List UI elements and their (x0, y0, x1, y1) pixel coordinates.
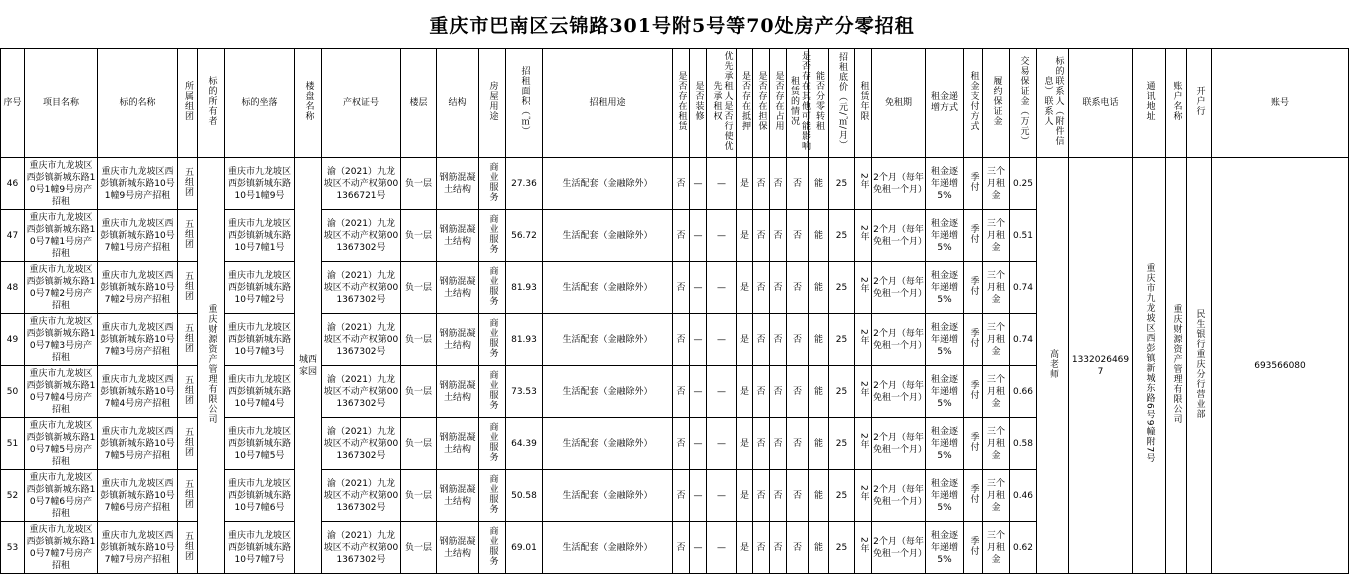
cell-free: 2个月（每年免租一个月） (872, 262, 926, 314)
cell-c4: 是 (737, 522, 753, 574)
cell-price: 25 (829, 366, 855, 418)
cell-c8: 能 (809, 158, 829, 210)
cell-c4: 是 (737, 418, 753, 470)
cell-location: 重庆市九龙坡区西彭镇新城东路10号7幢2号 (225, 262, 295, 314)
cell-c3: — (707, 522, 737, 574)
header-structure: 结构 (437, 49, 479, 158)
cell-c2: — (690, 210, 707, 262)
header-area: 招租面积（㎡） (506, 49, 543, 158)
header-c6: 是否存在占用 (770, 49, 787, 158)
cell-purpose: 生活配套（金融除外） (543, 418, 673, 470)
cell-area: 64.39 (506, 418, 543, 470)
cell-term: 2年 (855, 314, 872, 366)
cell-c6: 否 (770, 366, 787, 418)
cell-area: 73.53 (506, 366, 543, 418)
cell-usage: 商业服务 (479, 262, 506, 314)
rental-table (0, 48, 1349, 574)
cell-floor: 负一层 (401, 314, 437, 366)
cell-free: 2个月（每年免租一个月） (872, 210, 926, 262)
cell-group: 五组团 (178, 210, 198, 262)
cell-payment: 季付 (964, 366, 983, 418)
cell-subject: 重庆市九龙坡区西彭镇新城东路10号7幢4号房产招租 (98, 366, 178, 418)
header-contact-person: 标的联系人（附件信息）联系人 (1037, 49, 1069, 158)
cell-usage: 商业服务 (479, 522, 506, 574)
header-usage: 房屋用途 (479, 49, 506, 158)
header-account-no: 账号 (1212, 49, 1349, 158)
cell-c1: 否 (673, 470, 690, 522)
cell-location: 重庆市九龙坡区西彭镇新城东路10号7幢5号 (225, 418, 295, 470)
cell-usage: 商业服务 (479, 158, 506, 210)
cell-c7: 否 (787, 366, 809, 418)
cell-term: 2年 (855, 210, 872, 262)
cell-purpose: 生活配套（金融除外） (543, 314, 673, 366)
cell-deposit: 三个月租金 (983, 522, 1010, 574)
cell-term: 2年 (855, 262, 872, 314)
cell-price: 25 (829, 210, 855, 262)
cell-deposit: 三个月租金 (983, 418, 1010, 470)
cell-usage: 商业服务 (479, 366, 506, 418)
cell-project: 重庆市九龙坡区西彭镇新城东路10号7幢1号房产招租 (25, 210, 98, 262)
cell-payment: 季付 (964, 158, 983, 210)
cell-c7: 否 (787, 158, 809, 210)
cell-c2: — (690, 366, 707, 418)
cell-location: 重庆市九龙坡区西彭镇新城东路10号7幢3号 (225, 314, 295, 366)
cell-project: 重庆市九龙坡区西彭镇新城东路10号7幢3号房产招租 (25, 314, 98, 366)
cell-price: 25 (829, 470, 855, 522)
cell-c1: 否 (673, 366, 690, 418)
cell-seq: 47 (1, 210, 25, 262)
cell-c1: 否 (673, 522, 690, 574)
cell-c2: — (690, 262, 707, 314)
cell-c2: — (690, 314, 707, 366)
header-c5: 是否存在担保 (753, 49, 770, 158)
cell-c6: 否 (770, 210, 787, 262)
cell-price: 25 (829, 418, 855, 470)
cell-free: 2个月（每年免租一个月） (872, 522, 926, 574)
cell-c7: 否 (787, 418, 809, 470)
cell-cert: 渝（2021）九龙坡区不动产权第001367302号 (322, 366, 401, 418)
cell-subject: 重庆市九龙坡区西彭镇新城东路10号7幢1号房产招租 (98, 210, 178, 262)
cell-usage: 商业服务 (479, 210, 506, 262)
header-project: 项目名称 (25, 49, 98, 158)
cell-project: 重庆市九龙坡区西彭镇新城东路10号7幢6号房产招租 (25, 470, 98, 522)
cell-contact-person: 高老师 (1037, 158, 1069, 574)
cell-c4: 是 (737, 210, 753, 262)
cell-owner: 重庆财源资产管理有限公司 (198, 158, 225, 574)
cell-c4: 是 (737, 470, 753, 522)
cell-project: 重庆市九龙坡区西彭镇新城东路10号7幢4号房产招租 (25, 366, 98, 418)
cell-address: 重庆市九龙坡区西彭镇新城东路6号9幢附7号 (1133, 158, 1166, 574)
cell-bond: 0.58 (1010, 418, 1037, 470)
cell-subject: 重庆市九龙坡区西彭镇新城东路10号7幢6号房产招租 (98, 470, 178, 522)
cell-structure: 钢筋混凝土结构 (437, 522, 479, 574)
page-title: 重庆市巴南区云锦路301号附5号等70处房产分零招租 (429, 14, 915, 37)
cell-payment: 季付 (964, 210, 983, 262)
header-address: 通讯地址 (1133, 49, 1166, 158)
cell-c1: 否 (673, 210, 690, 262)
cell-increase: 租金逐年递增5% (926, 262, 964, 314)
cell-usage: 商业服务 (479, 470, 506, 522)
cell-price: 25 (829, 522, 855, 574)
cell-seq: 48 (1, 262, 25, 314)
cell-seq: 53 (1, 522, 25, 574)
header-term: 租赁年限 (855, 49, 872, 158)
table-body (1, 158, 1349, 574)
cell-deposit: 三个月租金 (983, 366, 1010, 418)
cell-structure: 钢筋混凝土结构 (437, 158, 479, 210)
cell-c4: 是 (737, 314, 753, 366)
cell-subject: 重庆市九龙坡区西彭镇新城东路10号7幢3号房产招租 (98, 314, 178, 366)
cell-area: 27.36 (506, 158, 543, 210)
cell-increase: 租金逐年递增5% (926, 158, 964, 210)
cell-group: 五组团 (178, 262, 198, 314)
cell-location: 重庆市九龙坡区西彭镇新城东路10号7幢6号 (225, 470, 295, 522)
cell-increase: 租金逐年递增5% (926, 210, 964, 262)
cell-bond: 0.46 (1010, 470, 1037, 522)
header-purpose: 招租用途 (543, 49, 673, 158)
cell-purpose: 生活配套（金融除外） (543, 158, 673, 210)
cell-floor: 负一层 (401, 158, 437, 210)
cell-c3: — (707, 366, 737, 418)
cell-increase: 租金逐年递增5% (926, 522, 964, 574)
cell-c5: 否 (753, 366, 770, 418)
header-bank: 开户行 (1187, 49, 1212, 158)
cell-account-no: 693566080 (1212, 158, 1349, 574)
cell-increase: 租金逐年递增5% (926, 418, 964, 470)
cell-group: 五组团 (178, 314, 198, 366)
cell-project: 重庆市九龙坡区西彭镇新城东路10号1幢9号房产招租 (25, 158, 98, 210)
cell-seq: 49 (1, 314, 25, 366)
cell-bond: 0.62 (1010, 522, 1037, 574)
cell-c5: 否 (753, 158, 770, 210)
cell-price: 25 (829, 158, 855, 210)
cell-c3: — (707, 418, 737, 470)
cell-subject: 重庆市九龙坡区西彭镇新城东路10号7幢2号房产招租 (98, 262, 178, 314)
cell-location: 重庆市九龙坡区西彭镇新城东路10号7幢7号 (225, 522, 295, 574)
cell-deposit: 三个月租金 (983, 470, 1010, 522)
cell-area: 69.01 (506, 522, 543, 574)
header-c7: 是否存在其他可能影响租赁的情况 (787, 49, 809, 158)
cell-seq: 46 (1, 158, 25, 210)
cell-free: 2个月（每年免租一个月） (872, 366, 926, 418)
cell-term: 2年 (855, 158, 872, 210)
cell-group: 五组团 (178, 366, 198, 418)
cell-bank: 民生银行重庆分行营业部 (1187, 158, 1212, 574)
cell-c8: 能 (809, 470, 829, 522)
cell-floor: 负一层 (401, 262, 437, 314)
cell-c3: — (707, 210, 737, 262)
cell-payment: 季付 (964, 470, 983, 522)
cell-c8: 能 (809, 366, 829, 418)
cell-c7: 否 (787, 522, 809, 574)
header-c8: 能否分零转租 (809, 49, 829, 158)
cell-location: 重庆市九龙坡区西彭镇新城东路10号7幢4号 (225, 366, 295, 418)
cell-structure: 钢筋混凝土结构 (437, 210, 479, 262)
header-free: 免租期 (872, 49, 926, 158)
cell-c3: — (707, 470, 737, 522)
cell-payment: 季付 (964, 262, 983, 314)
cell-area: 50.58 (506, 470, 543, 522)
header-floor: 楼层 (401, 49, 437, 158)
cell-cert: 渝（2021）九龙坡区不动产权第001367302号 (322, 210, 401, 262)
cell-c5: 否 (753, 210, 770, 262)
cell-area: 81.93 (506, 314, 543, 366)
cell-purpose: 生活配套（金融除外） (543, 210, 673, 262)
cell-c2: — (690, 470, 707, 522)
header-building: 楼盘名称 (295, 49, 322, 158)
cell-purpose: 生活配套（金融除外） (543, 366, 673, 418)
cell-c2: — (690, 418, 707, 470)
cell-usage: 商业服务 (479, 314, 506, 366)
cell-c7: 否 (787, 262, 809, 314)
cell-c1: 否 (673, 158, 690, 210)
cell-c6: 否 (770, 158, 787, 210)
header-increase: 租金递增方式 (926, 49, 964, 158)
cell-subject: 重庆市九龙坡区西彭镇新城东路10号7幢5号房产招租 (98, 418, 178, 470)
cell-c6: 否 (770, 470, 787, 522)
cell-subject: 重庆市九龙坡区西彭镇新城东路10号7幢7号房产招租 (98, 522, 178, 574)
cell-cert: 渝（2021）九龙坡区不动产权第001367302号 (322, 522, 401, 574)
cell-c5: 否 (753, 522, 770, 574)
cell-purpose: 生活配套（金融除外） (543, 262, 673, 314)
cell-c8: 能 (809, 314, 829, 366)
cell-group: 五组团 (178, 158, 198, 210)
header-deposit: 履约保证金 (983, 49, 1010, 158)
cell-floor: 负一层 (401, 366, 437, 418)
cell-c4: 是 (737, 158, 753, 210)
cell-floor: 负一层 (401, 210, 437, 262)
cell-c3: — (707, 314, 737, 366)
cell-project: 重庆市九龙坡区西彭镇新城东路10号7幢5号房产招租 (25, 418, 98, 470)
cell-deposit: 三个月租金 (983, 158, 1010, 210)
header-group: 所属组团 (178, 49, 198, 158)
cell-payment: 季付 (964, 314, 983, 366)
header-payment: 租金支付方式 (964, 49, 983, 158)
cell-c5: 否 (753, 314, 770, 366)
header-subject: 标的名称 (98, 49, 178, 158)
cell-price: 25 (829, 314, 855, 366)
cell-floor: 负一层 (401, 470, 437, 522)
header-c3: 优先承租人是否行使优先承租权 (707, 49, 737, 158)
cell-cert: 渝（2021）九龙坡区不动产权第001367302号 (322, 314, 401, 366)
cell-c4: 是 (737, 262, 753, 314)
cell-free: 2个月（每年免租一个月） (872, 470, 926, 522)
cell-c4: 是 (737, 366, 753, 418)
cell-structure: 钢筋混凝土结构 (437, 262, 479, 314)
cell-account-name: 重庆财源资产管理有限公司 (1166, 158, 1187, 574)
cell-increase: 租金逐年递增5% (926, 314, 964, 366)
cell-building: 城西家园 (295, 158, 322, 574)
cell-location: 重庆市九龙坡区西彭镇新城东路10号7幢1号 (225, 210, 295, 262)
header-phone: 联系电话 (1069, 49, 1133, 158)
cell-c1: 否 (673, 314, 690, 366)
cell-bond: 0.74 (1010, 262, 1037, 314)
header-bond: 交易保证金（万元） (1010, 49, 1037, 158)
cell-seq: 52 (1, 470, 25, 522)
cell-project: 重庆市九龙坡区西彭镇新城东路10号7幢2号房产招租 (25, 262, 98, 314)
cell-location: 重庆市九龙坡区西彭镇新城东路10号1幢9号 (225, 158, 295, 210)
table-row (1, 158, 1349, 210)
header-location: 标的坐落 (225, 49, 295, 158)
cell-c2: — (690, 158, 707, 210)
cell-project: 重庆市九龙坡区西彭镇新城东路10号7幢7号房产招租 (25, 522, 98, 574)
cell-c6: 否 (770, 262, 787, 314)
cell-c5: 否 (753, 470, 770, 522)
cell-cert: 渝（2021）九龙坡区不动产权第001366721号 (322, 158, 401, 210)
cell-seq: 50 (1, 366, 25, 418)
header-seq: 序号 (1, 49, 25, 158)
cell-c1: 否 (673, 418, 690, 470)
cell-group: 五组团 (178, 470, 198, 522)
cell-c6: 否 (770, 522, 787, 574)
cell-c2: — (690, 522, 707, 574)
cell-purpose: 生活配套（金融除外） (543, 522, 673, 574)
header-c2: 是否装修 (690, 49, 707, 158)
cell-c5: 否 (753, 262, 770, 314)
cell-area: 56.72 (506, 210, 543, 262)
cell-payment: 季付 (964, 522, 983, 574)
cell-c5: 否 (753, 418, 770, 470)
header-c1: 是否存在租赁 (673, 49, 690, 158)
cell-c7: 否 (787, 314, 809, 366)
cell-phone: 13320264697 (1069, 158, 1133, 574)
cell-term: 2年 (855, 418, 872, 470)
cell-c7: 否 (787, 210, 809, 262)
cell-term: 2年 (855, 470, 872, 522)
cell-c6: 否 (770, 314, 787, 366)
header-row (1, 49, 1349, 158)
cell-bond: 0.74 (1010, 314, 1037, 366)
cell-floor: 负一层 (401, 522, 437, 574)
cell-structure: 钢筋混凝土结构 (437, 470, 479, 522)
cell-c7: 否 (787, 470, 809, 522)
cell-c3: — (707, 158, 737, 210)
cell-deposit: 三个月租金 (983, 314, 1010, 366)
header-c4: 是否存在抵押 (737, 49, 753, 158)
cell-bond: 0.51 (1010, 210, 1037, 262)
cell-c8: 能 (809, 418, 829, 470)
header-price: 招租底价（元/㎡/月） (829, 49, 855, 158)
cell-term: 2年 (855, 522, 872, 574)
cell-floor: 负一层 (401, 418, 437, 470)
cell-cert: 渝（2021）九龙坡区不动产权第001367302号 (322, 262, 401, 314)
cell-structure: 钢筋混凝土结构 (437, 314, 479, 366)
cell-price: 25 (829, 262, 855, 314)
cell-c8: 能 (809, 522, 829, 574)
cell-purpose: 生活配套（金融除外） (543, 470, 673, 522)
cell-structure: 钢筋混凝土结构 (437, 366, 479, 418)
cell-cert: 渝（2021）九龙坡区不动产权第001367302号 (322, 470, 401, 522)
cell-structure: 钢筋混凝土结构 (437, 418, 479, 470)
cell-c8: 能 (809, 262, 829, 314)
cell-free: 2个月（每年免租一个月） (872, 158, 926, 210)
header-owner: 标的所有者 (198, 49, 225, 158)
cell-c3: — (707, 262, 737, 314)
header-cert: 产权证号 (322, 49, 401, 158)
cell-group: 五组团 (178, 522, 198, 574)
cell-term: 2年 (855, 366, 872, 418)
cell-bond: 0.25 (1010, 158, 1037, 210)
cell-free: 2个月（每年免租一个月） (872, 418, 926, 470)
header-account-name: 账户名称 (1166, 49, 1187, 158)
cell-seq: 51 (1, 418, 25, 470)
cell-increase: 租金逐年递增5% (926, 470, 964, 522)
cell-c6: 否 (770, 418, 787, 470)
cell-c8: 能 (809, 210, 829, 262)
cell-area: 81.93 (506, 262, 543, 314)
cell-deposit: 三个月租金 (983, 210, 1010, 262)
cell-subject: 重庆市九龙坡区西彭镇新城东路10号1幢9号房产招租 (98, 158, 178, 210)
cell-bond: 0.66 (1010, 366, 1037, 418)
cell-free: 2个月（每年免租一个月） (872, 314, 926, 366)
cell-deposit: 三个月租金 (983, 262, 1010, 314)
cell-group: 五组团 (178, 418, 198, 470)
cell-c1: 否 (673, 262, 690, 314)
cell-increase: 租金逐年递增5% (926, 366, 964, 418)
cell-usage: 商业服务 (479, 418, 506, 470)
cell-payment: 季付 (964, 418, 983, 470)
cell-cert: 渝（2021）九龙坡区不动产权第001367302号 (322, 418, 401, 470)
